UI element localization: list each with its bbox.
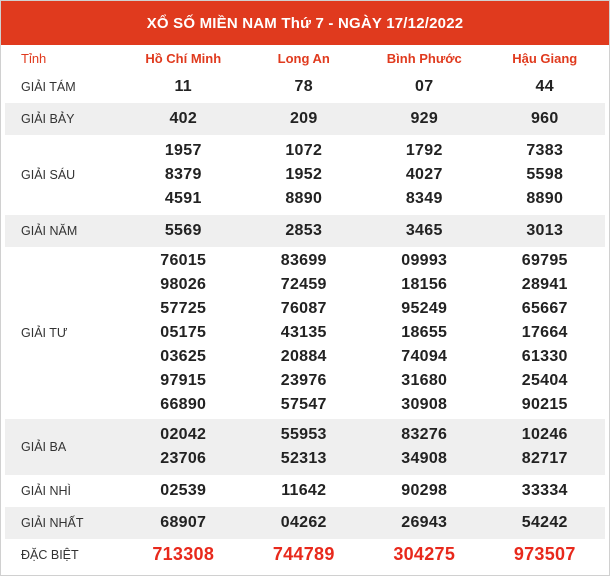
prize-number: 8890 [526, 190, 564, 208]
prize-number: 8349 [405, 190, 443, 208]
results-table [5, 45, 605, 571]
prize-cell [244, 539, 365, 571]
prize-number: 26943 [401, 514, 448, 532]
prize-number: 57547 [280, 396, 327, 414]
prize-number: 11642 [281, 482, 327, 500]
prize-number: 1952 [285, 166, 323, 184]
prize-number: 10246 [521, 426, 568, 444]
province-name: Hậu Giang [512, 50, 578, 66]
prize-cell [123, 475, 244, 507]
prize-number: 02042 [160, 426, 207, 444]
prize-number: 28941 [521, 276, 568, 294]
prize-number: 09993 [401, 251, 448, 269]
prize-cell [123, 419, 244, 475]
prize-number: 929 [410, 110, 439, 128]
prize-number: 30908 [401, 396, 448, 414]
prize-cell [485, 539, 606, 571]
prize-number: 76015 [160, 251, 207, 269]
prize-number: 43135 [280, 324, 327, 342]
prize-cell [485, 71, 606, 103]
prize-number: 3465 [405, 222, 443, 240]
prize-number: 83699 [280, 251, 327, 269]
prize-cell [244, 475, 365, 507]
prize-cell [244, 135, 365, 215]
prize-cell [364, 215, 485, 247]
prize-number: 1957 [164, 142, 202, 160]
prize-number: 960 [530, 110, 559, 128]
special-prize-number: 304275 [393, 544, 456, 565]
prize-number: 78 [294, 78, 313, 96]
prize-number: 57725 [160, 300, 207, 318]
prize-label: GIẢI BA [5, 419, 123, 475]
prize-cell [244, 419, 365, 475]
prize-label: GIẢI TÁM [21, 80, 76, 94]
prize-cell [364, 539, 485, 571]
prize-number: 1072 [285, 142, 323, 160]
prize-number: 31680 [401, 372, 448, 390]
prize-row-1 [5, 507, 605, 539]
prize-number: 90215 [521, 396, 568, 414]
prize-number: 95249 [401, 300, 448, 318]
prize-cell [485, 475, 606, 507]
prize-row-special [5, 539, 605, 571]
prize-number: 11 [174, 78, 192, 96]
prize-label: GIẢI TƯ [21, 326, 68, 340]
prize-cell [364, 419, 485, 475]
prize-number: 05175 [160, 324, 207, 342]
province-name: Long An [277, 50, 330, 66]
prize-row-8 [5, 71, 605, 103]
prize-cell [485, 135, 606, 215]
prize-number: 23976 [280, 372, 327, 390]
prize-number: 52313 [280, 450, 327, 468]
page-title: XỔ SỐ MIỀN NAM Thứ 7 - NGÀY 17/12/2022 [1, 1, 609, 45]
prize-row-7 [5, 103, 605, 135]
prize-row-6 [5, 135, 605, 215]
prize-cell [123, 507, 244, 539]
prize-cell [364, 135, 485, 215]
prize-cell [364, 507, 485, 539]
prize-cell [364, 103, 485, 135]
prize-number: 90298 [401, 482, 448, 500]
prize-number: 18156 [401, 276, 448, 294]
prize-cell [123, 71, 244, 103]
prize-row-5 [5, 215, 605, 247]
prize-number: 402 [169, 110, 198, 128]
prize-number: 209 [289, 110, 318, 128]
province-name: Bình Phước [386, 50, 462, 66]
prize-number: 74094 [401, 348, 448, 366]
prize-row-2 [5, 475, 605, 507]
prize-number: 55953 [280, 426, 327, 444]
prize-number: 8379 [164, 166, 202, 184]
prize-cell [364, 475, 485, 507]
prize-cell [244, 103, 365, 135]
prize-number: 3013 [526, 222, 564, 240]
prize-cell [244, 71, 365, 103]
prize-number: 25404 [521, 372, 568, 390]
prize-number: 72459 [280, 276, 327, 294]
prize-number: 07 [415, 78, 434, 96]
prize-number: 76087 [280, 300, 327, 318]
prize-number: 2853 [285, 222, 323, 240]
prize-number: 34908 [401, 450, 448, 468]
province-header-row [5, 45, 605, 71]
prize-number: 5569 [164, 222, 202, 240]
prize-number: 02539 [160, 482, 207, 500]
prize-label: ĐẶC BIỆT [21, 548, 79, 562]
prize-number: 65667 [521, 300, 568, 318]
prize-cell [123, 103, 244, 135]
prize-label: GIẢI SÁU [21, 168, 76, 182]
prize-number: 1792 [405, 142, 443, 160]
prize-row-3 [5, 419, 605, 475]
prize-number: 97915 [160, 372, 207, 390]
prize-number: 68907 [160, 514, 207, 532]
prize-number: 18655 [401, 324, 448, 342]
special-prize-number: 713308 [152, 544, 215, 565]
prize-cell [244, 247, 365, 419]
special-prize-number: 973507 [513, 544, 576, 565]
prize-row-4 [5, 247, 605, 419]
prize-number: 66890 [160, 396, 207, 414]
prize-cell [485, 507, 606, 539]
prize-number: 23706 [160, 450, 207, 468]
prize-number: 7383 [526, 142, 564, 160]
province-column-label: Tỉnh [21, 50, 47, 66]
prize-number: 03625 [160, 348, 207, 366]
prize-number: 54242 [521, 514, 568, 532]
prize-cell [244, 507, 365, 539]
prize-cell [123, 539, 244, 571]
prize-cell [364, 247, 485, 419]
prize-number: 69795 [521, 251, 568, 269]
special-prize-number: 744789 [272, 544, 335, 565]
prize-number: 8890 [285, 190, 323, 208]
prize-number: 83276 [401, 426, 448, 444]
prize-cell [244, 215, 365, 247]
prize-cell [485, 419, 606, 475]
prize-number: 20884 [280, 348, 327, 366]
prize-cell [364, 71, 485, 103]
prize-number: 44 [535, 78, 554, 96]
prize-label: GIẢI NHẤT [5, 507, 123, 539]
prize-number: 04262 [280, 514, 327, 532]
prize-number: 5598 [526, 166, 564, 184]
prize-number: 33334 [521, 482, 568, 500]
prize-number: 17664 [521, 324, 568, 342]
prize-number: 4027 [405, 166, 443, 184]
prize-number: 82717 [521, 450, 568, 468]
prize-number: 61330 [521, 348, 568, 366]
prize-label: GIẢI NĂM [5, 215, 123, 247]
prize-number: 98026 [160, 276, 207, 294]
prize-cell [123, 247, 244, 419]
prize-cell [123, 135, 244, 215]
prize-number: 4591 [164, 190, 202, 208]
prize-label: GIẢI NHÌ [21, 484, 72, 498]
prize-cell [485, 247, 606, 419]
prize-cell [123, 215, 244, 247]
prize-cell [485, 103, 606, 135]
prize-cell [485, 215, 606, 247]
prize-label: GIẢI BẢY [5, 103, 123, 135]
province-name: Hồ Chí Minh [145, 50, 222, 66]
